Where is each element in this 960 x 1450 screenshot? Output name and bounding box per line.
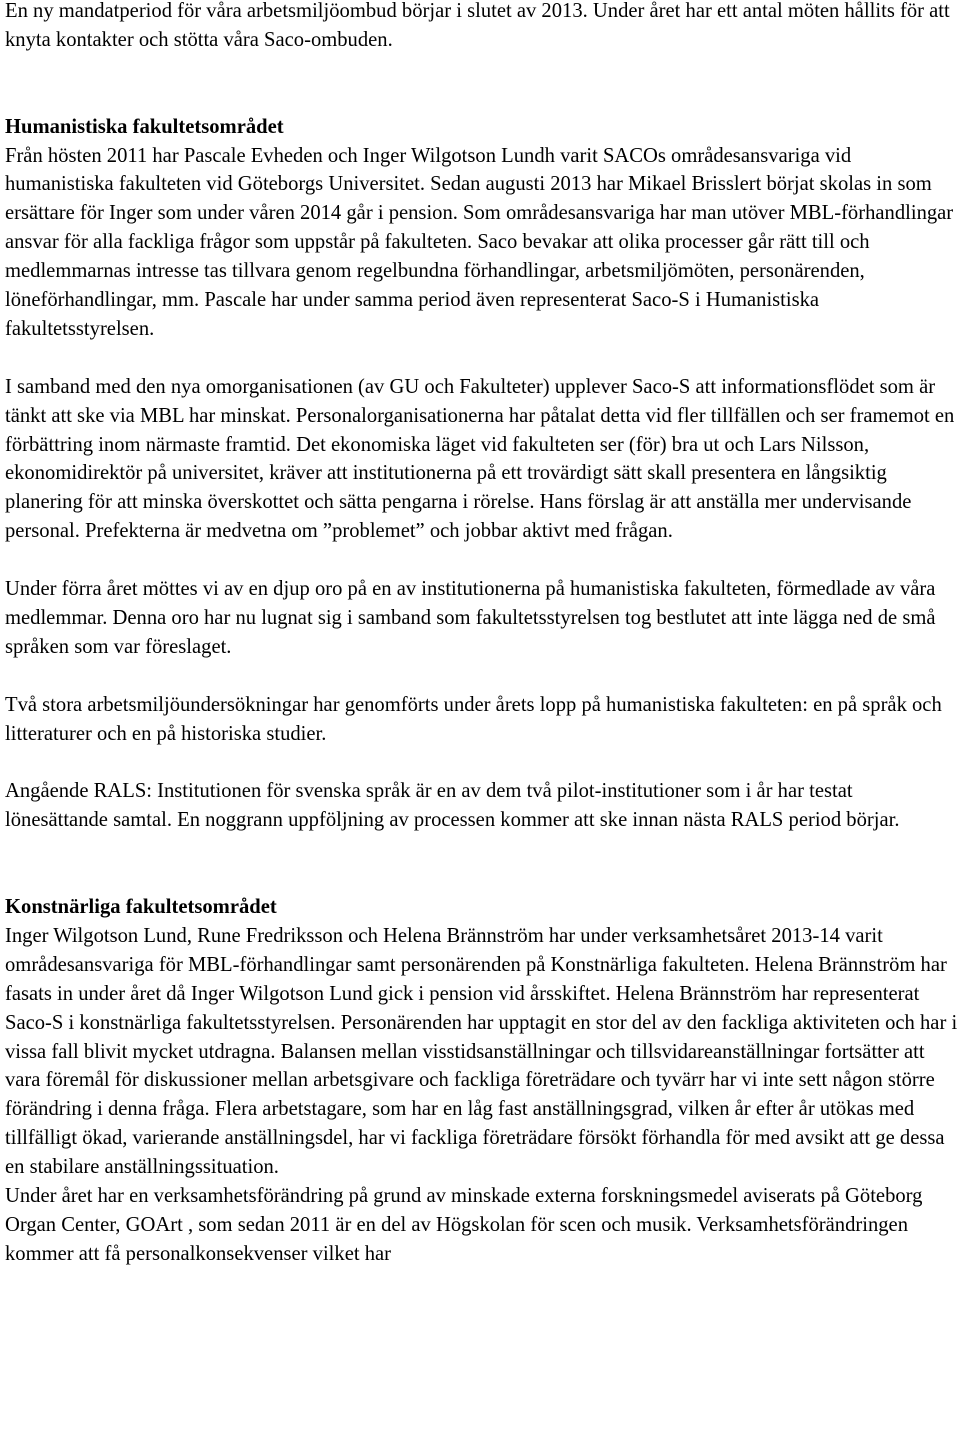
section-heading-konstnarliga: Konstnärliga fakultetsområdet xyxy=(5,896,277,918)
konstnarliga-paragraph-1: Inger Wilgotson Lund, Rune Fredriksson och Helena Brännström har under verksamhetsåret 2013-14 varit områdesansvariga för MBL-förhandlingar samt personärenden på Konstnärliga fakulteten. Helena Brännström har fasats in under året då Inger Wilgotson Lund gick i pension vid årsskiftet. Helena Brännström har representerat Saco-S i konstnärliga fakultetsstyrelsen. Personärenden har upptagit en stor del av den fackliga aktiviteten och har i vissa fall blivit mycket utdragna. Balansen mellan visstidsanställningar och tillsvidareanställningar fortsätter att vara föremål för diskussioner mellan arbetsgivare och fackliga företrädare och tyvärr har vi inte sett någon större förändring i denna fråga. Flera arbetstagare, som har en låg fast anställningsgrad, vilken år efter år utökas med tillfälligt ökad, varierande anställningsdel, har vi fackliga företrädare försökt förhandla för med avsikt att ge dessa en stabilare anställningssituation. xyxy=(5,924,958,1179)
intro-paragraph: En ny mandatperiod för våra arbetsmiljöombud börjar i slutet av 2013. Under året har ett antal möten hållits för att knyta kontakter och stötta våra Saco-ombuden. xyxy=(5,0,950,51)
humanistiska-paragraph-2: I samband med den nya omorganisationen (av GU och Fakulteter) upplever Saco-S att informationsflödet som är tänkt att ske via MBL har minskat. Personalorganisationerna har påtalat detta vid fler tillfällen och ser framemot en förbättring inom närmaste framtid. Det ekonomiska läget vid fakulteten ser (för) bra ut och Lars Nilsson, ekonomidirektör på universitet, kräver att institutionerna på ett trovärdigt sätt skall presentera en långsiktig planering för att minska överskottet och sätta pengarna i rörelse. Hans förslag är att anställa mer undervisande personal. Prefekterna är medvetna om ”problemet” och jobbar aktivt med frågan. xyxy=(5,375,955,543)
humanistiska-paragraph-1: Från hösten 2011 har Pascale Evheden och Inger Wilgotson Lundh varit SACOs områdesansvariga vid humanistiska fakulteten vid Göteborgs Universitet. Sedan augusti 2013 har Mikael Brisslert börjat skolas in som ersättare för Inger som under våren 2014 går i pension. Som områdesansvariga har man utöver MBL-förhandlingar ansvar för alla fackliga frågor som uppstår på fakulteten. Saco bevakar att olika processer går rätt till och medlemmarnas intresse tas tillvara genom regelbundna förhandlingar, arbetsmiljömöten, personärenden, löneförhandlingar, mm. Pascale har under samma period även representerat Saco-S i Humanistiska fakultetsstyrelsen. xyxy=(5,144,954,340)
humanistiska-paragraph-3: Under förra året möttes vi av en djup oro på en av institutionerna på humanistiska fakulteten, förmedlade av våra medlemmar. Denna oro har nu lugnat sig i samband som fakultetsstyrelsen tog bestlutet att inte lägga ned de små språken som var föreslaget. xyxy=(5,578,936,658)
spacer xyxy=(5,546,958,575)
humanistiska-paragraph-5: Angående RALS: Institutionen för svenska språk är en av dem två pilot-institutioner som i år har testat lönesättande samtal. En noggrann uppföljning av processen kommer att ske innan nästa RALS period börjar. xyxy=(5,780,900,832)
spacer xyxy=(5,55,958,113)
document-page xyxy=(5,0,958,1269)
spacer xyxy=(5,835,958,893)
spacer xyxy=(5,749,958,778)
section-heading-humanistiska: Humanistiska fakultetsområdet xyxy=(5,115,284,138)
konstnarliga-paragraph-2: Under året har en verksamhetsförändring på grund av minskade externa forskningsmedel aviserats på Göteborg Organ Center, GOArt , som sedan 2011 är en del av Högskolan för scen och musik. Verksamhetsförändringen kommer att få personalkonsekvenser vilket har xyxy=(5,1185,923,1265)
spacer xyxy=(5,344,958,373)
spacer xyxy=(5,662,958,691)
humanistiska-paragraph-4: Två stora arbetsmiljöundersökningar har genomförts under årets lopp på humanistiska fakulteten: en på språk och litteraturer och en på historiska studier. xyxy=(5,693,942,745)
